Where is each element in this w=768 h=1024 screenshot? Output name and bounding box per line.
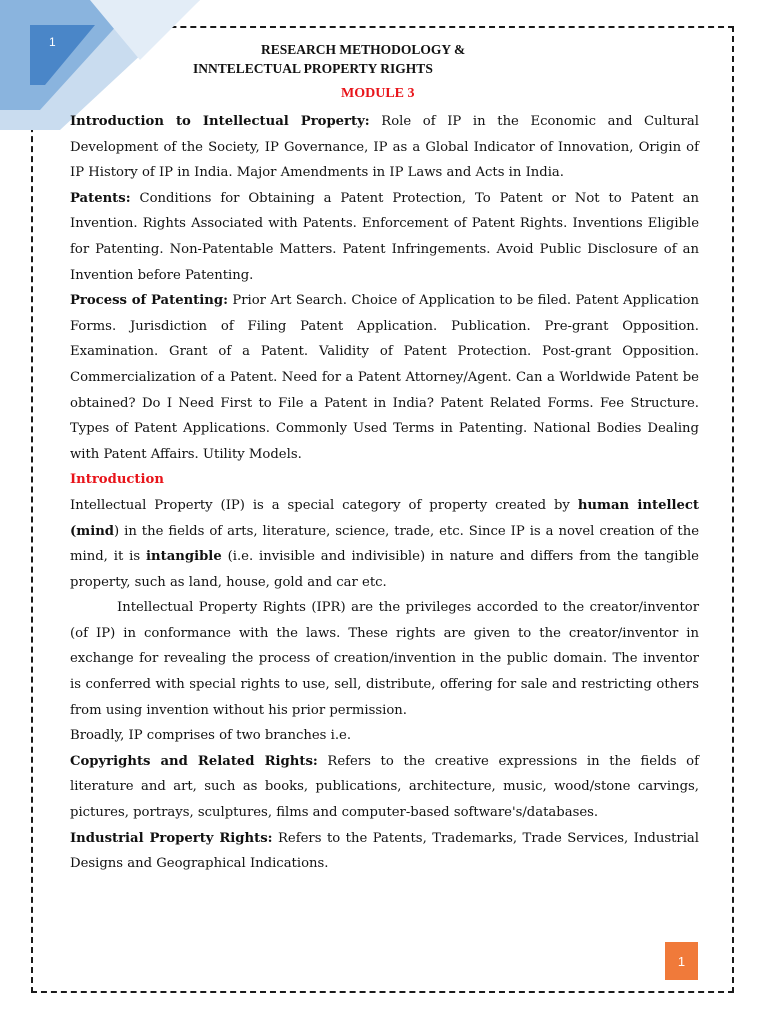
intro-p1-b: human intellect (mind bbox=[70, 497, 700, 539]
introduction-paragraph-3: Broadly, IP comprises of two branches i.e. bbox=[70, 728, 352, 744]
intro-p1-d: intangible bbox=[146, 549, 222, 565]
intro-p1-c: ) in the fields of arts, literature, science, trade, etc. Since IP is a novel creation of the mind, it is bbox=[70, 523, 699, 565]
syllabus-process-text: Prior Art Search. Choice of Application to be filed. Patent Application Forms. Jurisdiction of Filing Patent Application. Publication. Pre-grant Opposition. Examination. Grant of a Patent. Validity of Patent Protection. Post-grant Opposition. Commercialization of a Patent. Need for a Patent Attorney/Agent. Can a Worldwide Patent be obtained? Do I Need First to File a Patent in India? Patent Related Forms. Fee Structure. Types of Patent Applications. Commonly Used Terms in Patenting. National Bodies Dealing with Patent Affairs. Utility Models. bbox=[70, 293, 699, 462]
syllabus-patents bbox=[70, 186, 699, 288]
industrial-text: Refers to the Patents, Trademarks, Trade Services, Industrial Designs and Geographical Indications. bbox=[70, 830, 699, 872]
copyright-paragraph bbox=[70, 749, 699, 826]
introduction-heading: Introduction bbox=[70, 472, 164, 488]
industrial-label: Industrial Property Rights: bbox=[70, 830, 273, 846]
introduction-paragraph-1 bbox=[70, 493, 699, 595]
syllabus-intro bbox=[70, 109, 699, 186]
corner-page-number: 1 bbox=[49, 35, 56, 49]
syllabus-process-label: Process of Patenting: bbox=[70, 293, 228, 309]
title-line-1: RESEARCH METHODOLOGY & bbox=[261, 42, 466, 57]
syllabus-patents-label: Patents: bbox=[70, 190, 131, 206]
copyright-label: Copyrights and Related Rights: bbox=[70, 753, 318, 769]
syllabus-patents-text: Conditions for Obtaining a Patent Protection, To Patent or Not to Patent an Invention. Rights Associated with Patents. Enforcement of Patent Rights. Inventions Eligible for Patenting. Non-Patentable Matters. Patent Infringements. Avoid Public Disclosure of an Invention before Patenting. bbox=[70, 190, 699, 283]
syllabus-intro-label: Introduction to Intellectual Property: bbox=[70, 114, 370, 129]
intro-p1-a: Intellectual Property (IP) is a special category of property created by bbox=[70, 497, 578, 513]
introduction-paragraph-2: Intellectual Property Rights (IPR) are the privileges accorded to the creator/inventor (of IP) in conformance with the laws. These rights are given to the creator/inventor in exchange for revealing the process of creation/invention in the public domain. The inventor is conferred with special rights to use, sell, distribute, offering for sale and restricting others from using invention without his prior permission. bbox=[70, 600, 699, 718]
document-body bbox=[70, 109, 699, 877]
module-heading: MODULE 3 bbox=[341, 86, 415, 101]
copyright-text: Refers to the creative expressions in the fields of literature and art, such as books, publications, architecture, music, wood/stone carvings, pictures, portrays, sculptures, films and computer-based software's/databases. bbox=[70, 753, 699, 821]
industrial-paragraph bbox=[70, 826, 699, 877]
syllabus-intro-text: Role of IP in the Economic and Cultural Development of the Society, IP Governance, IP as a Global Indicator of Innovation, Origin of IP History of IP in India. Major Amendments in IP Laws and Acts in India. bbox=[70, 114, 700, 181]
title-line-2: INNTELECTUAL PROPERTY RIGHTS bbox=[193, 61, 433, 76]
page-number-badge: 1 bbox=[665, 942, 698, 980]
intro-p1-e: (i.e. invisible and indivisible) in nature and differs from the tangible property, such as land, house, gold and car etc. bbox=[70, 549, 699, 590]
syllabus-process bbox=[70, 288, 699, 467]
